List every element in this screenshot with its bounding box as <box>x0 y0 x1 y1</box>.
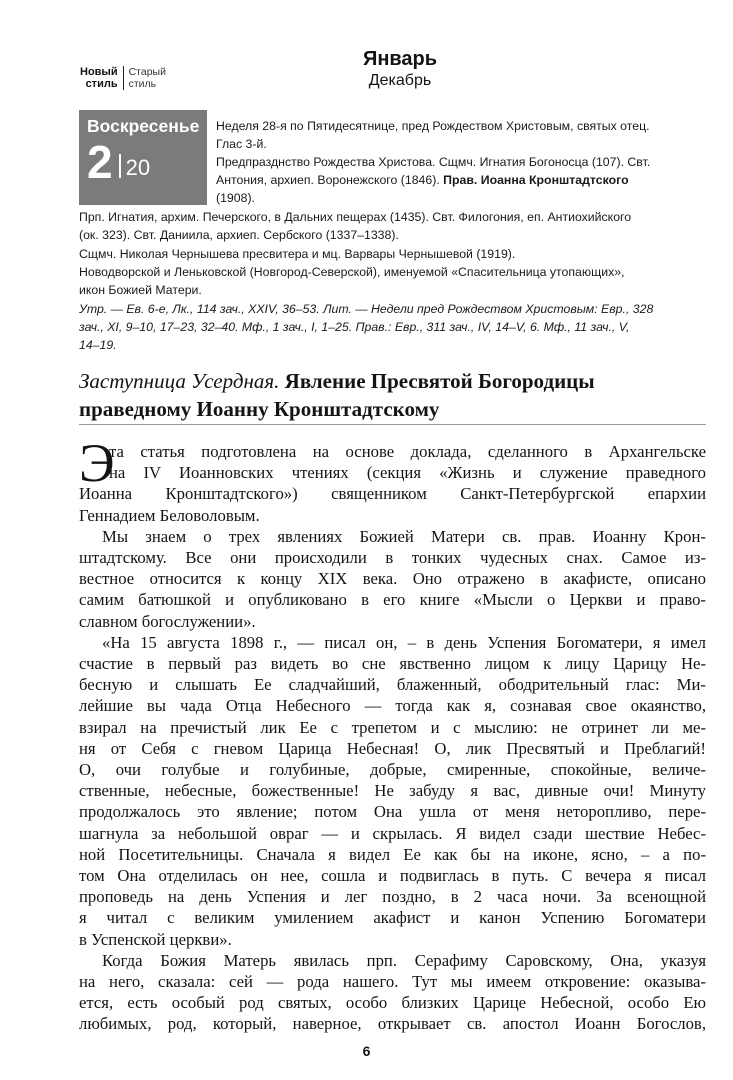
article-title-bold: Явление Пресвятой Богородицы <box>279 369 595 393</box>
body-line: самим батюшкой и опубликовано в его книге «Мысли о Церкви и право- <box>79 590 706 610</box>
month-new-style: Январь <box>362 48 438 70</box>
body-line: та статья подготовлена на основе доклада, сделанного в Архангельске <box>109 442 706 461</box>
new-style-label <box>80 66 124 90</box>
body-line: шагнула за небольшой овраг — и скрылась. Я видел сзади шествие Небес- <box>79 823 706 843</box>
body-line: бесную и слышать Ее сладчайший, блаженный, ободрительный глас: Ми- <box>79 675 706 695</box>
body-line: проповедь на день Успения и лег поздно, в 2 часа ночи. За всенощной <box>79 887 706 907</box>
article-title-italic: Заступница Усердная. <box>79 369 280 393</box>
day-new-style: 2 <box>87 136 113 188</box>
body-line: лейшие вы чада Отца Небесного — тогда как я, сознавая свое окаянство, <box>79 696 706 716</box>
body-line: «На 15 августа 1898 г., — писал он, – в день Успения Богоматери, я имел <box>102 632 706 652</box>
body-line: О, очи голубые и голубиные, добрые, смиренные, спокойные, величе- <box>79 760 706 779</box>
readings-line: 14–19. <box>79 338 117 352</box>
body-line: славном богослужении». <box>79 611 256 631</box>
old-style-label <box>124 66 166 90</box>
body-line: на него, сказала: сей — рода нашего. Тут мы имеем откровение: оказыва- <box>79 972 706 991</box>
body-line: ня от Себя с гневом Царица Небесная! О, лик Пресвятый и Преблагий! <box>79 738 706 758</box>
calendar-line: Глас 3-й. <box>216 137 267 151</box>
day-old-style: 20 <box>125 155 151 180</box>
calendar-line <box>216 171 629 189</box>
body-line: Мы знаем о трех явлениях Божией Матери св. прав. Иоанну Крон- <box>102 526 706 546</box>
calendar-line: Сщмч. Николая Чернышева пресвитера и мц. Варвары Чернышевой (1919). <box>79 247 516 261</box>
calendar-line: Новодворской и Леньковской (Новгород-Северской), именуемой «Спасительница утопающих», <box>79 265 625 279</box>
calendar-line: Неделя 28-я по Пятидесятнице, пред Рождеством Христовым, святых отец. <box>216 119 650 133</box>
readings-line: зач., XI, 9–10, 17–23, 32–40. Мф., 1 зач., I, 1–25. Прав.: Евр., 311 зач., IV, 14–V, 6. Мф., 11 зач., V, <box>79 320 630 334</box>
old-style-label-line-2: стиль <box>128 78 157 90</box>
drop-cap: Э <box>79 433 115 493</box>
date-box <box>79 110 207 205</box>
body-line: счастие в первый раз видеть во сне явственно лицом к лицу Царицу Не- <box>79 654 706 673</box>
body-line: взирал на пречистый лик Ее с трепетом и с мыслию: не отринет ли ме- <box>79 717 706 737</box>
weekday: Воскресенье <box>87 116 200 136</box>
calendar-line: икон Божией Матери. <box>79 283 202 297</box>
readings-line: Утр. — Ев. 6-е, Лк., 114 зач., XXIV, 36–53. Лит. — Недели пред Рождеством Христовым: Евр., 328 <box>79 302 654 316</box>
style-legend <box>80 66 166 90</box>
title-underline <box>79 424 706 425</box>
calendar-saint-highlight: Прав. Иоанна Кронштадтского <box>443 173 629 187</box>
calendar-line: (1908). <box>216 191 255 205</box>
month-old-style: Декабрь <box>368 72 432 89</box>
body-line: продолжалось это явление; потом Она ушла от меня неторопливо, пере- <box>79 802 706 822</box>
date-row <box>87 136 207 188</box>
body-line: в Успенской церкви». <box>79 929 232 949</box>
date-separator <box>119 154 121 178</box>
calendar-line: Прп. Игнатия, архим. Печерского, в Дальних пещерах (1435). Свт. Филогония, еп. Антиохийского <box>79 210 632 224</box>
article-title-bold: праведному Иоанну Кронштадтскому <box>79 397 440 421</box>
calendar-line: (ок. 323). Свт. Даниила, архиеп. Сербского (1337–1338). <box>79 228 399 242</box>
body-line: ной Посетительницы. Сначала я видел Ее как бы на иконе, ясно, – а по- <box>79 844 706 864</box>
calendar-text: Антония, архиеп. Воронежского (1846). <box>216 173 444 187</box>
body-line: Иоанна Кронштадтского») священником Санкт-Петербургской епархии <box>79 484 706 504</box>
page-number: 6 <box>362 1043 371 1059</box>
body-line: любимых, род, который, наверное, открывает св. апостол Иоанн Богослов, <box>79 1014 706 1034</box>
new-style-label-line-1: Новый <box>80 66 118 78</box>
body-line: вестное относится к концу XIX века. Оно отражено в акафисте, описано <box>79 569 706 589</box>
body-line: Когда Божия Матерь явилась прп. Серафиму Саровскому, Она, указуя <box>102 950 706 970</box>
body-line: на IV Иоанновских чтениях (секция «Жизнь и служение праведного <box>109 463 706 483</box>
old-style-label-line-1: Старый <box>128 66 166 78</box>
body-line: я читал с великим умилением акафист и канон Успению Богоматери <box>79 908 706 928</box>
article-title-line-2 <box>79 394 439 424</box>
body-line: Геннадием Беловоловым. <box>79 505 260 525</box>
calendar-line: Предпразднство Рождества Христова. Сщмч. Игнатия Богоносца (107). Свт. <box>216 155 651 169</box>
body-line: штадтскому. Все они происходили в тонких чудесных снах. Самое из- <box>79 548 706 567</box>
new-style-label-line-2: стиль <box>85 78 118 90</box>
article-title-line-1 <box>79 366 595 396</box>
body-line: ется, есть особый род святых, особо близких Царице Небесной, особо Ею <box>79 993 706 1013</box>
body-line: ственные, небесные, божественные! Не забуду я вас, дивные очи! Минуту <box>79 781 706 801</box>
body-line: том Она отделилась он нее, сошла и подвиглась в путь. С вечера я писал <box>79 866 706 885</box>
